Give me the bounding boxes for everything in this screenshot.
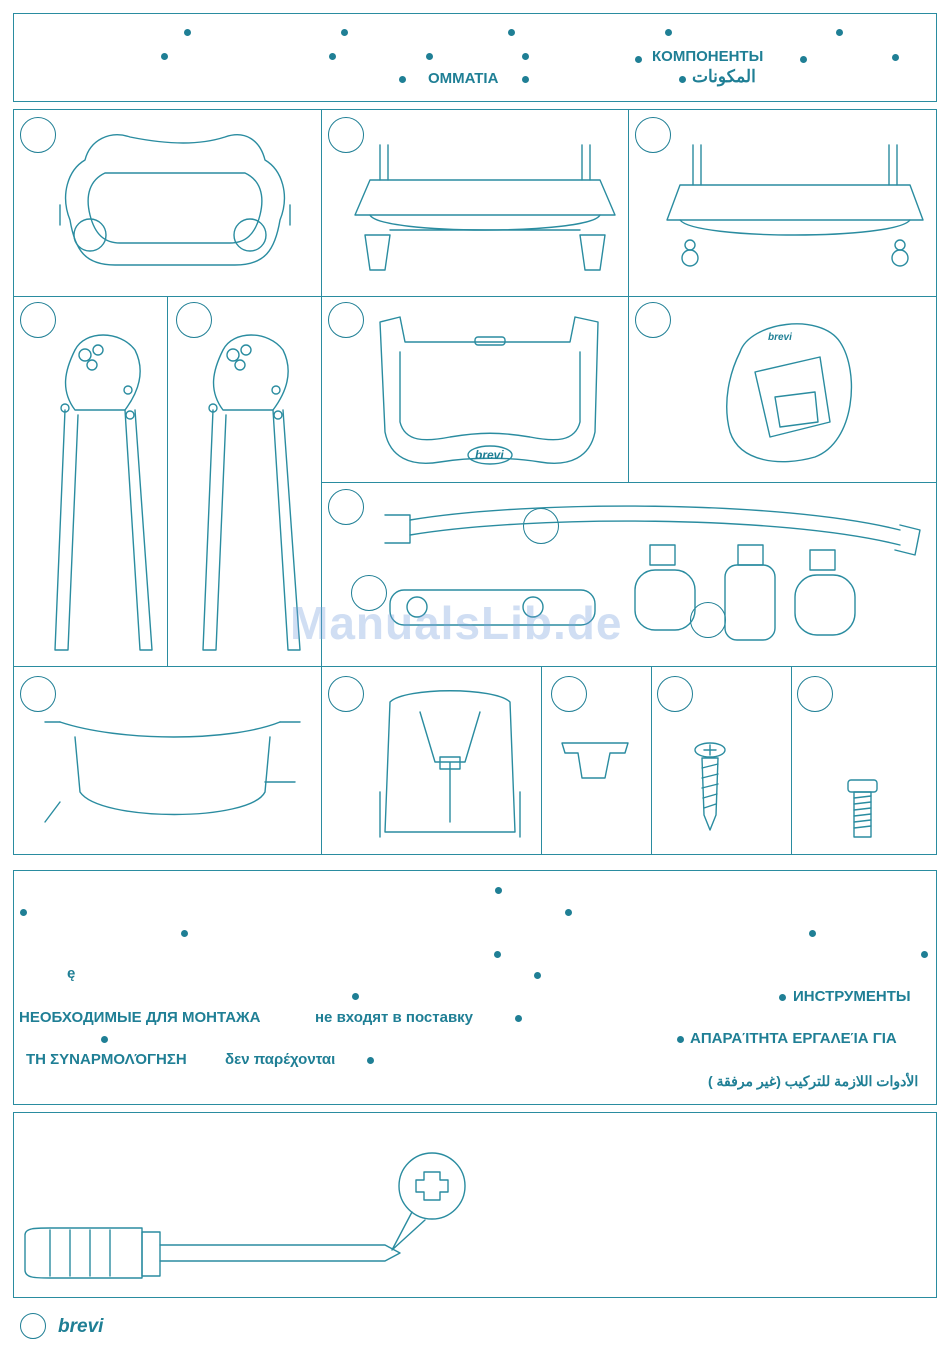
not-included-gr: δεν παρέχονται — [225, 1051, 336, 1068]
divider — [13, 296, 937, 297]
screw-drawing — [690, 740, 730, 835]
part-number-circle — [328, 489, 364, 525]
needed-label-ru: НЕОБХОДИМЫЕ ДЛЯ МОНТАЖА — [19, 1009, 261, 1026]
bullet — [522, 53, 529, 60]
not-included-ru: не входят в поставку — [315, 1009, 474, 1026]
bullet — [367, 1057, 374, 1064]
footer-brand-logo: brevi — [58, 1316, 104, 1337]
bullet — [341, 29, 348, 36]
divider — [541, 666, 542, 855]
bullet — [508, 29, 515, 36]
bullet — [779, 994, 786, 1001]
bullet — [809, 930, 816, 937]
basket-drawing — [40, 712, 310, 832]
divider — [791, 666, 792, 855]
bullet — [534, 972, 541, 979]
part-number-circle — [20, 676, 56, 712]
part-number-circle — [797, 676, 833, 712]
tray-drawing — [50, 125, 300, 285]
assembly-label-gr: ΤΗ ΣΥΝΑΡΜΟΛΌΓΗΣΗ — [26, 1051, 187, 1068]
part-number-circle — [328, 676, 364, 712]
bullet — [495, 887, 502, 894]
bullet — [181, 930, 188, 937]
components-label-gr: ΟΜΜΑΤΙΑ — [428, 70, 499, 87]
needed-label-gr: ΑΠΑΡΑΊΤΗΤΑ ΕΡΓΑΛΕΊΑ ΓΙΑ — [690, 1030, 897, 1047]
footer-circle — [20, 1313, 46, 1339]
bullet — [494, 951, 501, 958]
bullet — [836, 29, 843, 36]
bullet — [677, 1036, 684, 1043]
bolt-drawing — [845, 778, 880, 840]
insert-brand-logo: brevi — [768, 332, 792, 343]
bullet — [329, 53, 336, 60]
bullet — [101, 1036, 108, 1043]
hanging-toys-drawing — [620, 540, 870, 660]
components-label-ru: КОМПОНЕНТЫ — [652, 48, 764, 65]
bullet — [921, 951, 928, 958]
watermark: ManualsLib.de — [290, 597, 623, 649]
bullet — [565, 909, 572, 916]
bullet — [161, 53, 168, 60]
tools-text-box — [13, 870, 937, 1105]
bullet — [679, 76, 686, 83]
bullet — [515, 1015, 522, 1022]
bullet — [399, 76, 406, 83]
left-leg-drawing — [40, 330, 160, 655]
part-number-circle — [635, 302, 671, 338]
divider — [167, 296, 168, 666]
bullet — [665, 29, 672, 36]
bullet — [352, 993, 359, 1000]
part-number-circle — [551, 676, 587, 712]
harness-seat-drawing — [375, 682, 525, 852]
bullet — [635, 56, 642, 63]
rear-frame-drawing — [665, 140, 925, 280]
part-number-circle — [657, 676, 693, 712]
divider — [321, 482, 937, 483]
bullet — [892, 54, 899, 61]
header-box — [13, 13, 937, 102]
divider — [628, 109, 629, 482]
bullet — [522, 76, 529, 83]
front-frame-drawing — [350, 140, 620, 280]
part-number-circle — [328, 302, 364, 338]
bullet — [184, 29, 191, 36]
bullet — [20, 909, 27, 916]
tools-label-ru: ИНСТРУМЕНТЫ — [793, 988, 911, 1005]
bullet — [426, 53, 433, 60]
greek-char: ę — [67, 965, 76, 982]
divider — [321, 109, 322, 855]
components-label-ar: المكونات — [692, 67, 756, 86]
bullet — [800, 56, 807, 63]
divider — [13, 666, 937, 667]
tools-label-ar: الأدوات اللازمة للتركيب (غير مرفقة ) — [708, 1073, 919, 1089]
bracket-drawing — [560, 738, 630, 783]
divider — [651, 666, 652, 855]
screwdriver-drawing — [20, 1150, 480, 1285]
seat-brand-logo: brevi — [475, 448, 504, 462]
